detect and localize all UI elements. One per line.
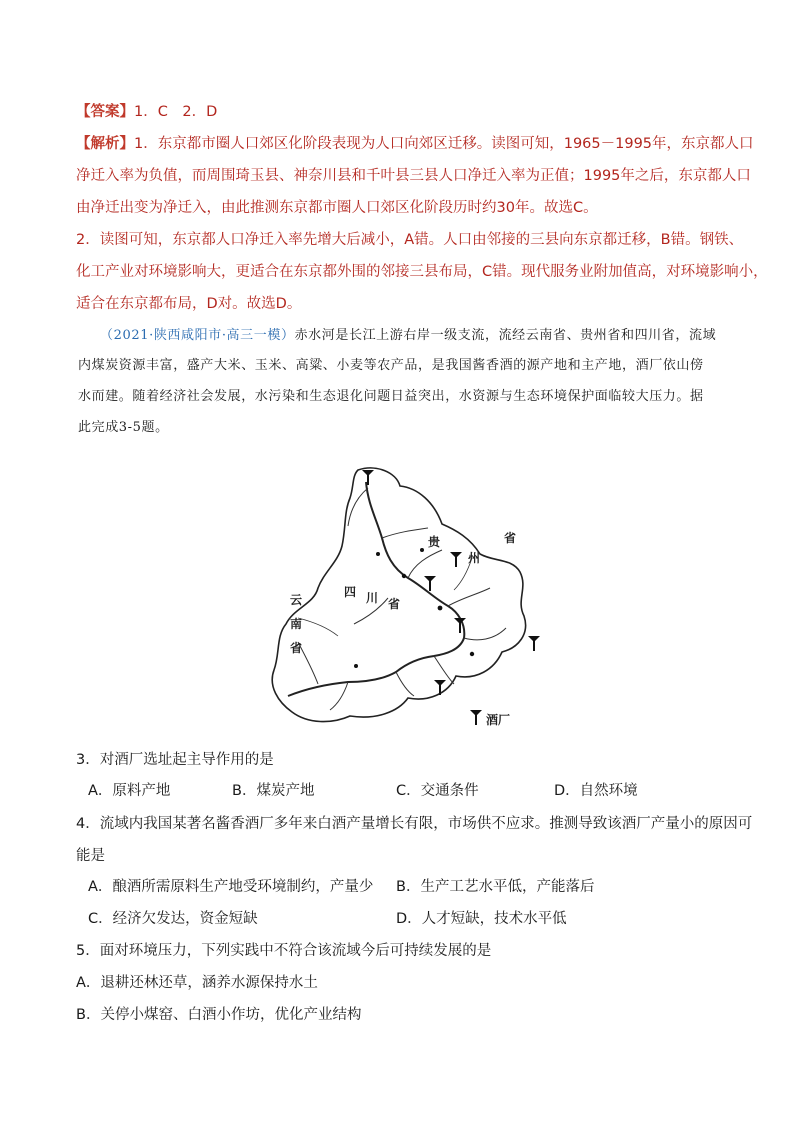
winery-icon [362, 470, 540, 695]
intro-text: 赤水河是长江上游右岸一级支流，流经云南省、贵州省和四川省，流域 [294, 328, 717, 343]
intro-line-1 [100, 326, 716, 346]
legend-winery-icon [470, 710, 482, 725]
map-legend [470, 710, 510, 727]
map-label-chuan: 川 [366, 591, 379, 605]
q4-option-a: A．酿酒所需原料生产地受环境制约，产量少 [88, 879, 374, 895]
analysis-tag: 【解析】 [76, 136, 134, 152]
q3-option-b: B．煤炭产地 [232, 783, 315, 799]
map-label-yun: 云 [290, 593, 303, 607]
map-label-sheng-3: 省 [290, 641, 303, 655]
source-tag: （2021·陕西咸阳市·高三一模） [100, 328, 295, 343]
question-4-stem-2: 能是 [76, 848, 105, 864]
analysis-line-3: 由净迁出变为净迁入，由此推测东京都市圈人口郊区化阶段历时约30年。故选C。 [76, 200, 598, 216]
intro-line-3: 水而建。随着经济社会发展，水污染和生态退化问题日益突出，水资源与生态环境保护面临较大压力。据 [78, 389, 704, 404]
legend-label: 酒厂 [486, 713, 511, 727]
q4-option-d: D．人才短缺，技术水平低 [396, 911, 567, 927]
question-3-stem: 3．对酒厂选址起主导作用的是 [76, 752, 274, 768]
q3-option-a: A．原料产地 [88, 783, 171, 799]
map-label-sheng-2: 省 [388, 597, 401, 611]
answer-text: 1．C 2．D [134, 104, 218, 120]
intro-line-4: 此完成3-5题。 [78, 420, 169, 435]
intro-line-2: 内煤炭资源丰富，盛产大米、玉米、高粱、小麦等农产品，是我国酱香酒的源产地和主产地，酒厂依山傍 [78, 358, 704, 373]
q3-option-d: D．自然环境 [554, 783, 638, 799]
q4-option-c: C．经济欠发达，资金短缺 [88, 911, 258, 927]
question-4-stem-1: 4．流域内我国某著名酱香酒厂多年来白酒产量增长有限，市场供不应求。推测导致该酒厂产量小的原因可 [76, 816, 753, 832]
map-label-sheng-1: 省 [504, 531, 517, 545]
q4-option-b: B．生产工艺水平低，产能落后 [396, 879, 595, 895]
map-label-si: 四 [344, 585, 357, 599]
q3-option-c: C．交通条件 [396, 783, 479, 799]
analysis-line-1 [76, 134, 754, 154]
map-label-nan: 南 [290, 617, 303, 631]
river-basin-map [258, 458, 558, 740]
question-5-stem: 5．面对环境压力，下列实践中不符合该流域今后可持续发展的是 [76, 943, 492, 959]
answer-tag: 【答案】 [76, 104, 134, 120]
map-label-gui: 贵 [428, 535, 441, 549]
analysis-line-5: 化工产业对环境影响大，更适合在东京都外围的邻接三县布局，C错。现代服务业附加值高，对环境影响小， [76, 264, 768, 280]
q5-option-b: B．关停小煤窑、白酒小作坊，优化产业结构 [76, 1007, 362, 1023]
map-label-zhou: 州 [468, 551, 481, 565]
analysis-line-4: 2．读图可知，东京都人口净迁入率先增大后减小，A错。人口由邻接的三县向东京都迁移，B错。钢铁、 [76, 232, 744, 248]
analysis-text: 1．东京都市圈人口郊区化阶段表现为人口向郊区迁移。读图可知，1965－1995年，东京都人口 [134, 136, 754, 152]
analysis-line-2: 净迁入率为负值，而周围琦玉县、神奈川县和千叶县三县人口净迁入率为正值；1995年之后，东京都人口 [76, 168, 751, 184]
basin-outline [272, 468, 525, 722]
analysis-line-6: 适合在东京都布局，D对。故选D。 [76, 296, 302, 312]
q5-option-a: A．退耕还林还草，涵养水源保持水土 [76, 975, 318, 991]
answer-line [76, 102, 217, 122]
